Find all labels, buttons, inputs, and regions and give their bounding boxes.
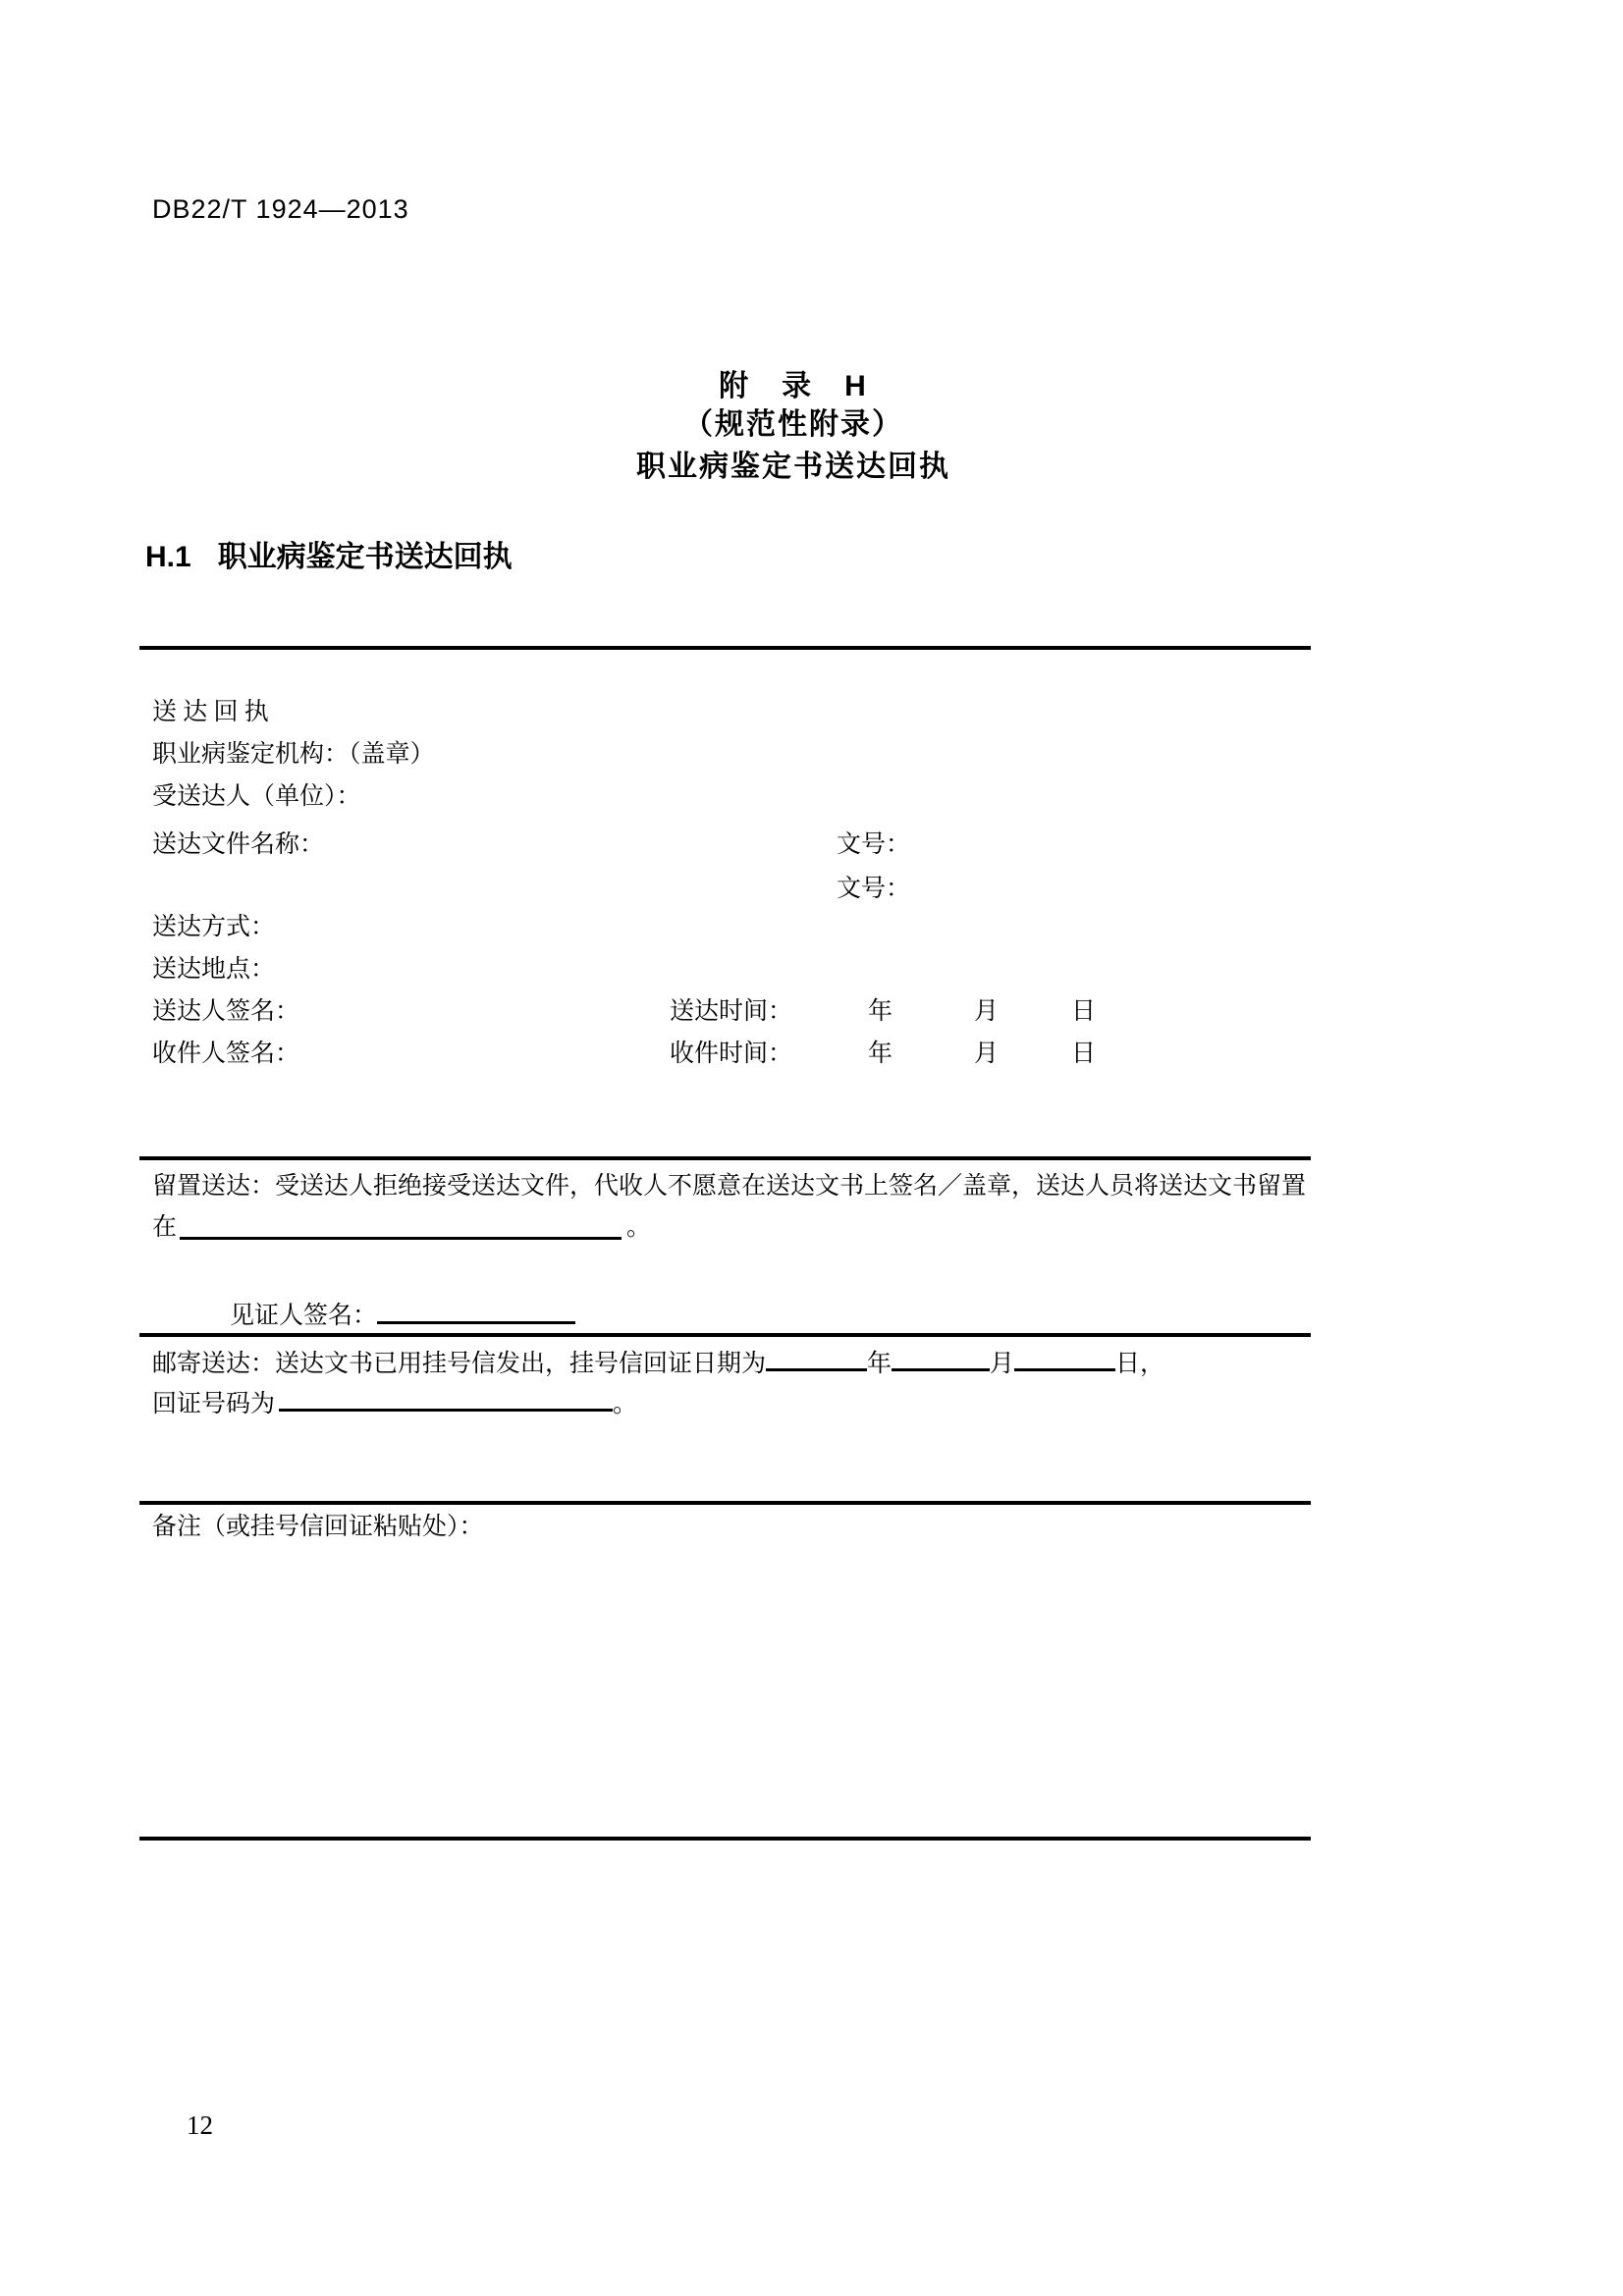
receive-month-label: 月: [974, 1041, 1000, 1067]
mail-day-label: 日，: [1115, 1351, 1165, 1377]
remark-label: 备注（或挂号信回证粘贴处）：: [152, 1514, 484, 1540]
section-number: H.1: [145, 541, 191, 573]
divider-rule-remark: [139, 1501, 1311, 1505]
doc-no-label-2: 文号：: [837, 876, 911, 902]
mail-line2-period: 。: [613, 1391, 638, 1417]
appendix-title: 附 录 H: [719, 370, 868, 402]
section-title: 职业病鉴定书送达回执: [217, 541, 513, 573]
lodged-paragraph-line1: 留置送达：受送达人拒绝接受送达文件，代收人不愿意在送达文书上签名／盖章，送达人员将送达文书留置: [152, 1173, 1307, 1200]
mail-month-label: 月: [990, 1351, 1015, 1377]
mail-day-blank-line: [1014, 1345, 1115, 1371]
deliver-time-label: 送达时间：: [670, 998, 793, 1025]
doc-no-label-1: 文号：: [837, 831, 911, 858]
divider-rule-lodged: [139, 1156, 1311, 1160]
receive-day-label: 日: [1071, 1041, 1097, 1067]
mail-line1-text: 邮寄送达：送达文书已用挂号信发出，挂号信回证日期为: [152, 1351, 767, 1377]
mail-paragraph-line2: [152, 1385, 637, 1419]
appendix-subtitle: （规范性附录）: [683, 408, 903, 441]
lodged-paragraph-line2-prefix: 在: [152, 1214, 178, 1241]
mail-year-label: 年: [867, 1351, 893, 1377]
deliverer-sign-label: 送达人签名：: [152, 998, 300, 1025]
divider-rule-mail: [139, 1333, 1311, 1337]
doc-code: DB22/T 1924—2013: [152, 194, 409, 224]
receipt-title: 送 达 回 执: [152, 699, 269, 725]
appendix-form-title: 职业病鉴定书送达回执: [636, 451, 950, 483]
divider-rule-top: [139, 646, 1311, 650]
mail-month-blank-line: [892, 1345, 990, 1371]
mail-paragraph-line1: [152, 1345, 1164, 1379]
deliver-month-label: 月: [974, 998, 1000, 1025]
receive-year-label: 年: [868, 1041, 893, 1067]
location-label: 送达地点：: [152, 956, 276, 983]
deliver-year-label: 年: [868, 998, 893, 1025]
witness-blank-line: [377, 1321, 575, 1324]
lodged-paragraph-line2-period: 。: [626, 1214, 652, 1241]
section-heading: [145, 532, 513, 575]
org-label: 职业病鉴定机构：（盖章）: [152, 741, 435, 768]
recipient-label: 受送达人（单位）：: [152, 783, 361, 810]
mail-year-blank-line: [766, 1345, 867, 1371]
mail-number-blank-line: [279, 1385, 613, 1412]
method-label: 送达方式：: [152, 914, 276, 940]
doc-name-label: 送达文件名称：: [152, 831, 325, 858]
witness-label: 见证人签名：: [230, 1303, 378, 1329]
lodged-blank-line: [180, 1237, 622, 1240]
divider-rule-bottom: [139, 1837, 1311, 1841]
receive-time-label: 收件时间：: [670, 1041, 793, 1067]
receiver-sign-label: 收件人签名：: [152, 1041, 300, 1067]
mail-line2-text: 回证号码为: [152, 1391, 276, 1417]
deliver-day-label: 日: [1071, 998, 1097, 1025]
page-number: 12: [187, 2110, 213, 2140]
